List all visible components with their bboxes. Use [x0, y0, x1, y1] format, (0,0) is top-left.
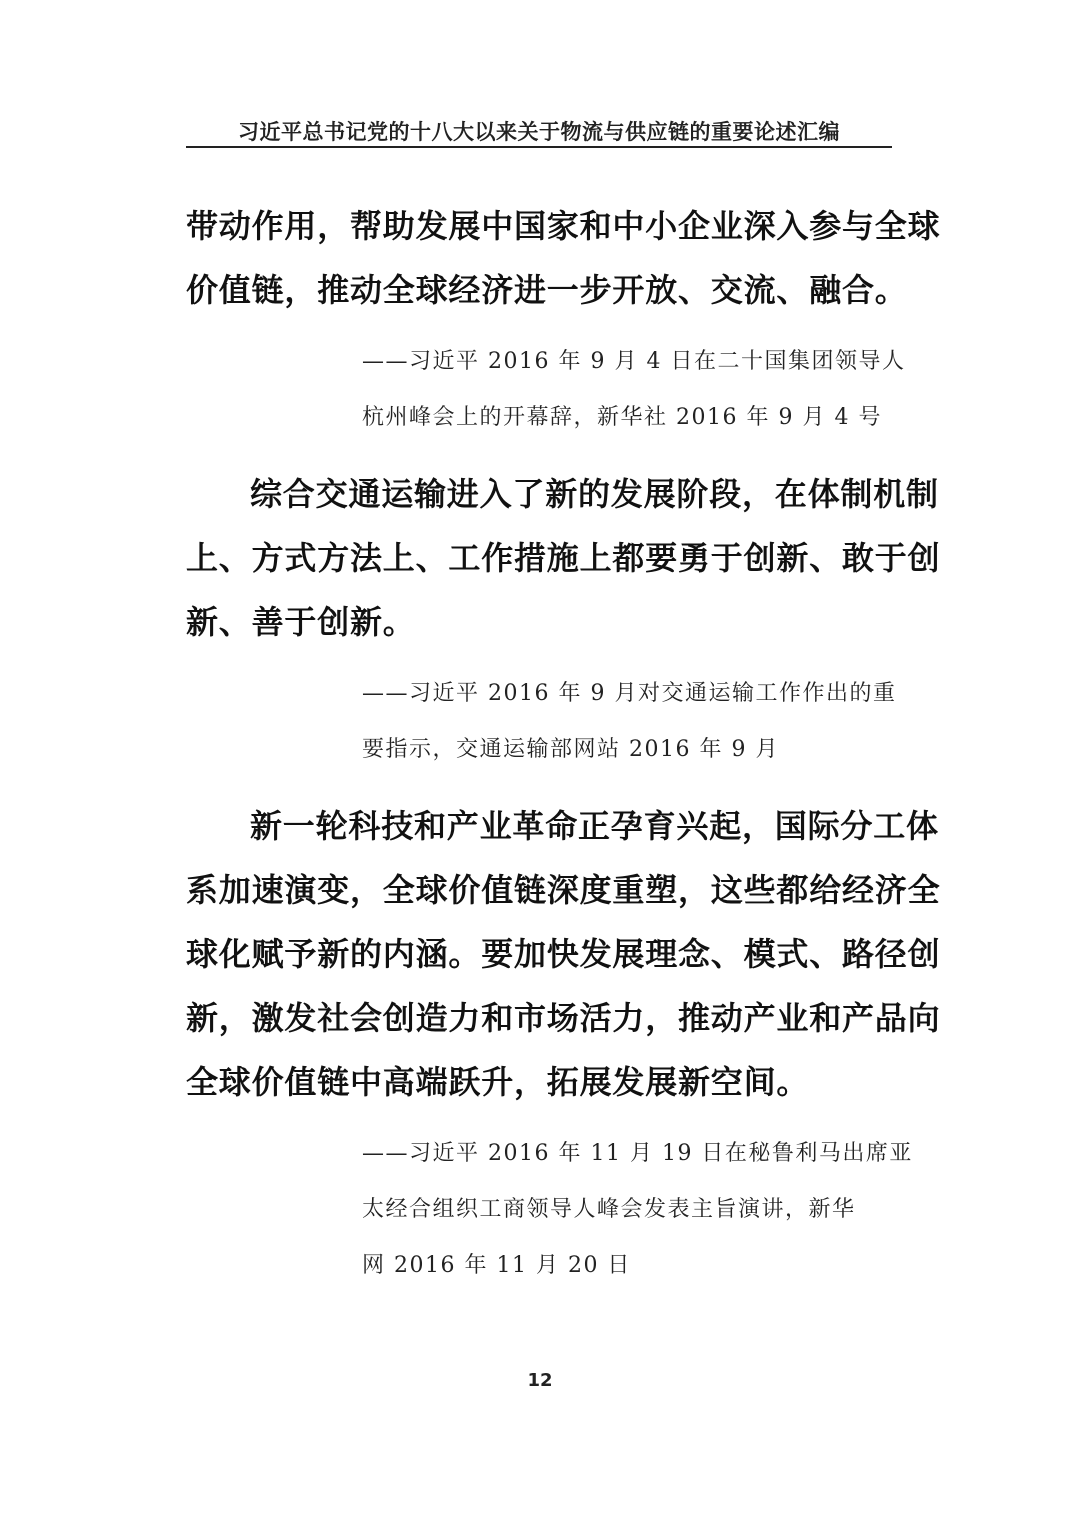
citation-1 [362, 334, 905, 446]
citation-line: ——习近平 2016 年 11 月 19 日在秘鲁利马出席亚 [362, 1141, 913, 1166]
citation-line: 网 2016 年 11 月 20 日 [362, 1253, 631, 1278]
citation-line: 杭州峰会上的开幕辞，新华社 2016 年 9 月 4 号 [362, 405, 882, 430]
quote-paragraph-3 [186, 794, 940, 1114]
quote-line: 价值链，推动全球经济进一步开放、交流、融合。 [186, 271, 908, 309]
citation-line: 要指示，交通运输部网站 2016 年 9 月 [362, 737, 779, 762]
citation-2 [362, 666, 896, 778]
quote-line: 带动作用，帮助发展中国家和中小企业深入参与全球 [186, 207, 941, 245]
quote-line: 系加速演变，全球价值链深度重塑，这些都给经济全 [186, 871, 941, 909]
quote-paragraph-1 [186, 194, 940, 322]
running-header: 习近平总书记党的十八大以来关于物流与供应链的重要论述汇编 [238, 120, 840, 144]
citation-line: ——习近平 2016 年 9 月 4 日在二十国集团领导人 [362, 349, 906, 374]
quote-line: 新、善于创新。 [186, 603, 416, 641]
page-number: 12 [527, 1370, 553, 1391]
quote-line: 上、方式方法上、工作措施上都要勇于创新、敢于创 [186, 539, 941, 577]
citation-line: ——习近平 2016 年 9 月对交通运输工作作出的重 [362, 681, 897, 706]
quote-paragraph-2 [186, 462, 940, 654]
header-divider [186, 146, 892, 148]
quote-line: 新一轮科技和产业革命正孕育兴起，国际分工体 [250, 807, 939, 845]
citation-line: 太经合组织工商领导人峰会发表主旨演讲，新华 [362, 1197, 856, 1222]
quote-line: 全球价值链中高端跃升，拓展发展新空间。 [186, 1063, 810, 1101]
quote-line: 新，激发社会创造力和市场活力，推动产业和产品向 [186, 999, 941, 1037]
quote-line: 综合交通运输进入了新的发展阶段，在体制机制 [250, 475, 939, 513]
citation-3 [362, 1126, 913, 1294]
quote-line: 球化赋予新的内涵。要加快发展理念、模式、路径创 [186, 935, 941, 973]
